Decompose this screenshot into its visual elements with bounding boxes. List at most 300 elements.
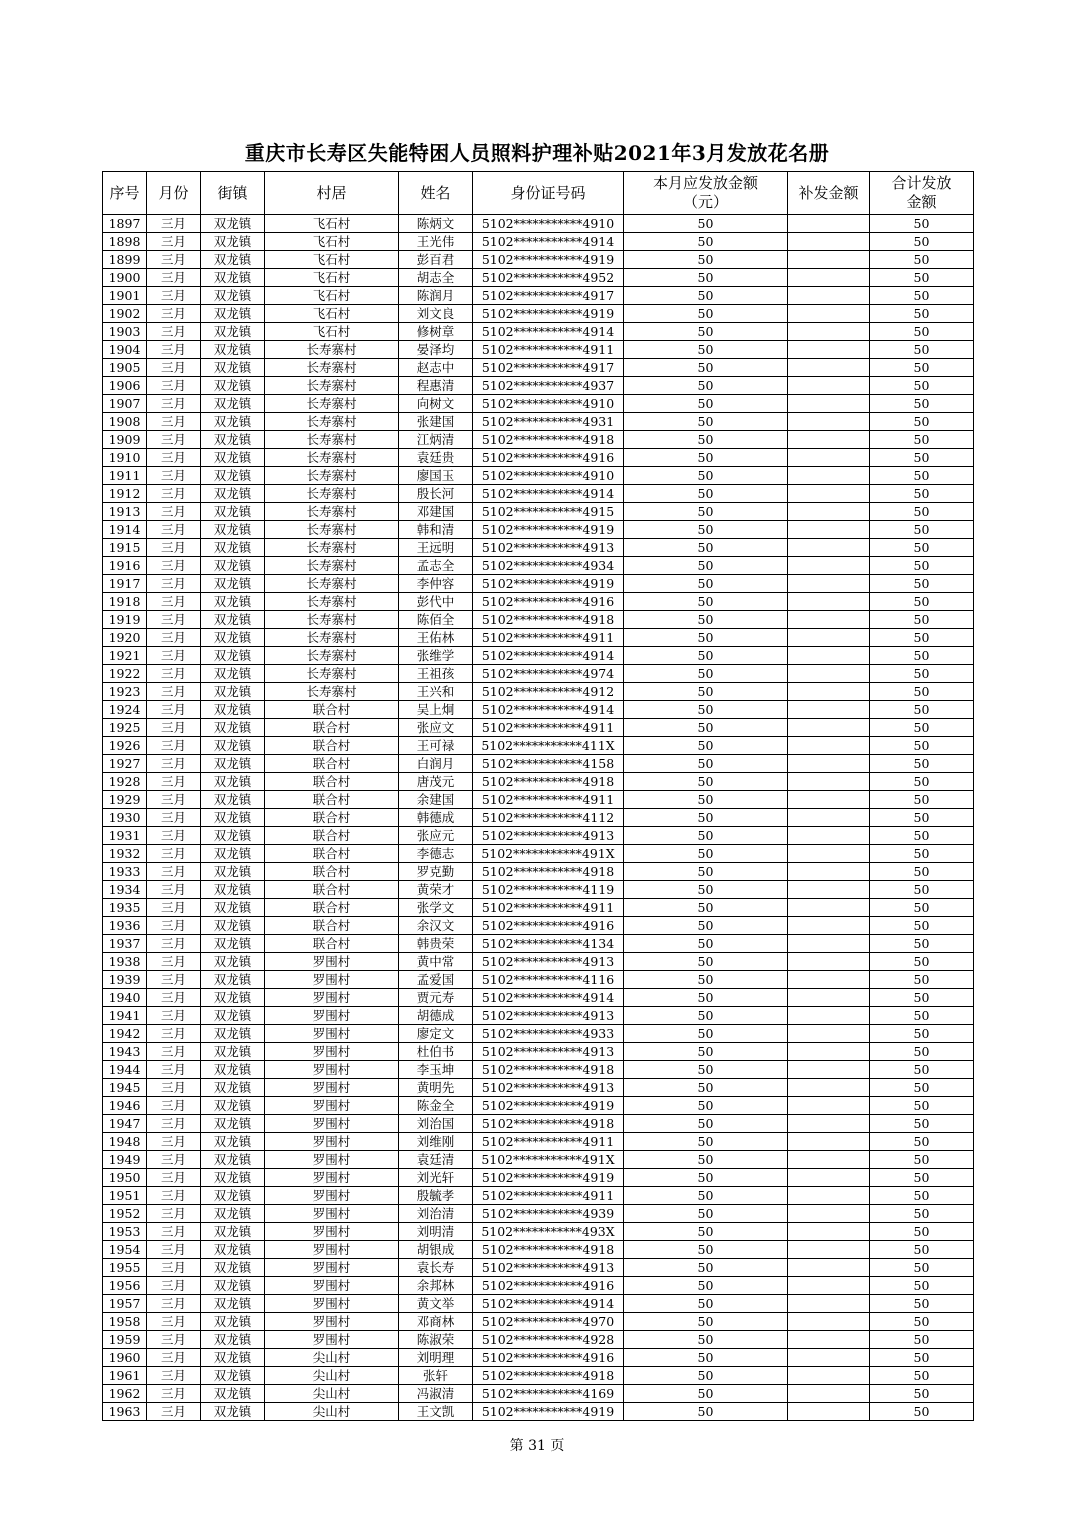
cell-village: 罗围村 (265, 1205, 399, 1223)
cell-serial: 1946 (103, 1097, 147, 1115)
cell-total-amount: 50 (870, 557, 974, 575)
cell-serial: 1945 (103, 1079, 147, 1097)
table-row (103, 539, 974, 557)
table-row (103, 395, 974, 413)
cell-supplement-amount (788, 233, 870, 251)
cell-monthly-amount: 50 (624, 539, 788, 557)
table-row (103, 1241, 974, 1259)
cell-total-amount: 50 (870, 233, 974, 251)
page-number: 第 31 页 (509, 1438, 565, 1454)
cell-village: 联合村 (265, 737, 399, 755)
cell-monthly-amount: 50 (624, 377, 788, 395)
cell-supplement-amount (788, 719, 870, 737)
cell-month: 三月 (147, 287, 201, 305)
cell-monthly-amount: 50 (624, 557, 788, 575)
cell-id-number: 5102***********4918 (473, 863, 624, 881)
cell-total-amount: 50 (870, 881, 974, 899)
cell-name: 陈润月 (399, 287, 473, 305)
cell-supplement-amount (788, 305, 870, 323)
cell-id-number: 5102***********4974 (473, 665, 624, 683)
cell-supplement-amount (788, 881, 870, 899)
cell-name: 罗克勤 (399, 863, 473, 881)
cell-town: 双龙镇 (201, 665, 265, 683)
cell-supplement-amount (788, 1313, 870, 1331)
cell-total-amount: 50 (870, 269, 974, 287)
cell-monthly-amount: 50 (624, 521, 788, 539)
cell-village: 长寿寨村 (265, 629, 399, 647)
table-row (103, 503, 974, 521)
cell-total-amount: 50 (870, 323, 974, 341)
cell-total-amount: 50 (870, 1349, 974, 1367)
cell-village: 长寿寨村 (265, 575, 399, 593)
cell-name: 韩和清 (399, 521, 473, 539)
table-row (103, 431, 974, 449)
cell-total-amount: 50 (870, 1025, 974, 1043)
cell-monthly-amount: 50 (624, 449, 788, 467)
cell-name: 廖定文 (399, 1025, 473, 1043)
cell-id-number: 5102***********4918 (473, 1367, 624, 1385)
cell-supplement-amount (788, 1025, 870, 1043)
cell-month: 三月 (147, 1133, 201, 1151)
cell-id-number: 5102***********4918 (473, 431, 624, 449)
cell-serial: 1931 (103, 827, 147, 845)
cell-town: 双龙镇 (201, 287, 265, 305)
cell-serial: 1950 (103, 1169, 147, 1187)
cell-month: 三月 (147, 269, 201, 287)
table-row (103, 611, 974, 629)
cell-town: 双龙镇 (201, 467, 265, 485)
cell-month: 三月 (147, 1097, 201, 1115)
cell-name: 邓商林 (399, 1313, 473, 1331)
cell-name: 袁廷贵 (399, 449, 473, 467)
cell-supplement-amount (788, 737, 870, 755)
cell-town: 双龙镇 (201, 251, 265, 269)
cell-total-amount: 50 (870, 665, 974, 683)
cell-total-amount: 50 (870, 935, 974, 953)
cell-total-amount: 50 (870, 1295, 974, 1313)
cell-id-number: 5102***********4919 (473, 575, 624, 593)
cell-month: 三月 (147, 881, 201, 899)
cell-town: 双龙镇 (201, 881, 265, 899)
cell-name: 张维学 (399, 647, 473, 665)
cell-month: 三月 (147, 485, 201, 503)
cell-total-amount: 50 (870, 1223, 974, 1241)
cell-monthly-amount: 50 (624, 1043, 788, 1061)
cell-month: 三月 (147, 449, 201, 467)
cell-monthly-amount: 50 (624, 341, 788, 359)
cell-town: 双龙镇 (201, 1079, 265, 1097)
cell-town: 双龙镇 (201, 485, 265, 503)
cell-town: 双龙镇 (201, 395, 265, 413)
cell-total-amount: 50 (870, 467, 974, 485)
cell-total-amount: 50 (870, 359, 974, 377)
cell-id-number: 5102***********4937 (473, 377, 624, 395)
table-row (103, 233, 974, 251)
cell-month: 三月 (147, 557, 201, 575)
cell-serial: 1936 (103, 917, 147, 935)
cell-village: 罗围村 (265, 1007, 399, 1025)
cell-monthly-amount: 50 (624, 701, 788, 719)
cell-town: 双龙镇 (201, 1133, 265, 1151)
cell-month: 三月 (147, 755, 201, 773)
cell-supplement-amount (788, 1169, 870, 1187)
cell-id-number: 5102***********4910 (473, 215, 624, 233)
table-row (103, 845, 974, 863)
roster-table (102, 171, 974, 1421)
table-row (103, 485, 974, 503)
cell-monthly-amount: 50 (624, 809, 788, 827)
cell-monthly-amount: 50 (624, 1223, 788, 1241)
cell-supplement-amount (788, 899, 870, 917)
cell-village: 联合村 (265, 773, 399, 791)
table-row (103, 467, 974, 485)
cell-name: 胡志全 (399, 269, 473, 287)
cell-supplement-amount (788, 611, 870, 629)
cell-village: 罗围村 (265, 1277, 399, 1295)
cell-id-number: 5102***********4916 (473, 449, 624, 467)
cell-name: 程惠清 (399, 377, 473, 395)
cell-town: 双龙镇 (201, 593, 265, 611)
cell-village: 罗围村 (265, 1061, 399, 1079)
cell-id-number: 5102***********4915 (473, 503, 624, 521)
cell-id-number: 5102***********4134 (473, 935, 624, 953)
cell-monthly-amount: 50 (624, 1151, 788, 1169)
table-row (103, 1043, 974, 1061)
cell-village: 长寿寨村 (265, 449, 399, 467)
table-row (103, 755, 974, 773)
cell-town: 双龙镇 (201, 215, 265, 233)
cell-name: 胡银成 (399, 1241, 473, 1259)
cell-monthly-amount: 50 (624, 989, 788, 1007)
table-row (103, 683, 974, 701)
table-row (103, 1187, 974, 1205)
table-row (103, 701, 974, 719)
cell-total-amount: 50 (870, 1061, 974, 1079)
cell-id-number: 5102***********4918 (473, 611, 624, 629)
cell-total-amount: 50 (870, 827, 974, 845)
cell-monthly-amount: 50 (624, 1133, 788, 1151)
cell-monthly-amount: 50 (624, 647, 788, 665)
cell-name: 黄中常 (399, 953, 473, 971)
cell-town: 双龙镇 (201, 539, 265, 557)
cell-village: 长寿寨村 (265, 467, 399, 485)
cell-town: 双龙镇 (201, 341, 265, 359)
cell-serial: 1899 (103, 251, 147, 269)
cell-id-number: 5102***********4914 (473, 485, 624, 503)
cell-month: 三月 (147, 1223, 201, 1241)
cell-total-amount: 50 (870, 1151, 974, 1169)
cell-supplement-amount (788, 1277, 870, 1295)
cell-monthly-amount: 50 (624, 305, 788, 323)
cell-monthly-amount: 50 (624, 1007, 788, 1025)
table-header-row (103, 172, 974, 215)
cell-town: 双龙镇 (201, 1025, 265, 1043)
cell-id-number: 5102***********4931 (473, 413, 624, 431)
cell-name: 余邦林 (399, 1277, 473, 1295)
cell-month: 三月 (147, 1259, 201, 1277)
table-row (103, 953, 974, 971)
cell-serial: 1922 (103, 665, 147, 683)
header-monthly-amount: 本月应发放金额（元） (624, 172, 788, 215)
cell-supplement-amount (788, 1259, 870, 1277)
cell-supplement-amount (788, 683, 870, 701)
cell-town: 双龙镇 (201, 719, 265, 737)
cell-month: 三月 (147, 1169, 201, 1187)
cell-total-amount: 50 (870, 1241, 974, 1259)
cell-month: 三月 (147, 305, 201, 323)
cell-supplement-amount (788, 395, 870, 413)
cell-town: 双龙镇 (201, 1403, 265, 1421)
cell-id-number: 5102***********4917 (473, 359, 624, 377)
cell-town: 双龙镇 (201, 1331, 265, 1349)
cell-total-amount: 50 (870, 1385, 974, 1403)
cell-serial: 1944 (103, 1061, 147, 1079)
cell-id-number: 5102***********4970 (473, 1313, 624, 1331)
cell-id-number: 5102***********4919 (473, 1169, 624, 1187)
table-row (103, 1277, 974, 1295)
cell-town: 双龙镇 (201, 1151, 265, 1169)
cell-town: 双龙镇 (201, 953, 265, 971)
cell-name: 李德志 (399, 845, 473, 863)
cell-town: 双龙镇 (201, 611, 265, 629)
cell-serial: 1933 (103, 863, 147, 881)
cell-total-amount: 50 (870, 971, 974, 989)
cell-supplement-amount (788, 1151, 870, 1169)
cell-month: 三月 (147, 251, 201, 269)
table-row (103, 377, 974, 395)
cell-monthly-amount: 50 (624, 629, 788, 647)
cell-village: 飞石村 (265, 287, 399, 305)
cell-monthly-amount: 50 (624, 1349, 788, 1367)
cell-monthly-amount: 50 (624, 737, 788, 755)
cell-serial: 1923 (103, 683, 147, 701)
cell-supplement-amount (788, 1331, 870, 1349)
cell-supplement-amount (788, 665, 870, 683)
cell-town: 双龙镇 (201, 737, 265, 755)
cell-supplement-amount (788, 1097, 870, 1115)
cell-name: 江炳清 (399, 431, 473, 449)
cell-town: 双龙镇 (201, 233, 265, 251)
cell-id-number: 5102***********4158 (473, 755, 624, 773)
cell-monthly-amount: 50 (624, 935, 788, 953)
table-row (103, 1097, 974, 1115)
cell-village: 长寿寨村 (265, 593, 399, 611)
cell-supplement-amount (788, 1295, 870, 1313)
cell-name: 黄明先 (399, 1079, 473, 1097)
cell-serial: 1904 (103, 341, 147, 359)
cell-supplement-amount (788, 773, 870, 791)
cell-serial: 1907 (103, 395, 147, 413)
table-row (103, 575, 974, 593)
cell-village: 罗围村 (265, 989, 399, 1007)
cell-total-amount: 50 (870, 377, 974, 395)
cell-village: 长寿寨村 (265, 611, 399, 629)
cell-month: 三月 (147, 935, 201, 953)
cell-supplement-amount (788, 1079, 870, 1097)
cell-village: 长寿寨村 (265, 539, 399, 557)
cell-village: 罗围村 (265, 1097, 399, 1115)
cell-monthly-amount: 50 (624, 485, 788, 503)
table-row (103, 1133, 974, 1151)
cell-supplement-amount (788, 1385, 870, 1403)
cell-supplement-amount (788, 539, 870, 557)
cell-month: 三月 (147, 521, 201, 539)
cell-name: 陈佰全 (399, 611, 473, 629)
cell-name: 韩贵荣 (399, 935, 473, 953)
cell-supplement-amount (788, 1133, 870, 1151)
cell-total-amount: 50 (870, 683, 974, 701)
cell-monthly-amount: 50 (624, 791, 788, 809)
cell-village: 罗围村 (265, 1313, 399, 1331)
cell-id-number: 5102***********4913 (473, 953, 624, 971)
cell-serial: 1920 (103, 629, 147, 647)
cell-town: 双龙镇 (201, 899, 265, 917)
cell-monthly-amount: 50 (624, 1331, 788, 1349)
table-row (103, 323, 974, 341)
cell-monthly-amount: 50 (624, 1169, 788, 1187)
cell-name: 刘明清 (399, 1223, 473, 1241)
cell-month: 三月 (147, 1061, 201, 1079)
cell-total-amount: 50 (870, 1097, 974, 1115)
cell-monthly-amount: 50 (624, 1025, 788, 1043)
cell-town: 双龙镇 (201, 323, 265, 341)
cell-id-number: 5102***********4911 (473, 1133, 624, 1151)
cell-supplement-amount (788, 863, 870, 881)
cell-monthly-amount: 50 (624, 575, 788, 593)
cell-supplement-amount (788, 827, 870, 845)
cell-supplement-amount (788, 287, 870, 305)
cell-id-number: 5102***********4914 (473, 233, 624, 251)
table-row (103, 1367, 974, 1385)
cell-id-number: 5102***********4911 (473, 629, 624, 647)
cell-village: 飞石村 (265, 215, 399, 233)
cell-monthly-amount: 50 (624, 395, 788, 413)
cell-monthly-amount: 50 (624, 719, 788, 737)
table-row (103, 413, 974, 431)
cell-id-number: 5102***********4913 (473, 1079, 624, 1097)
cell-name: 贾元寿 (399, 989, 473, 1007)
cell-id-number: 5102***********4919 (473, 1403, 624, 1421)
cell-serial: 1938 (103, 953, 147, 971)
cell-village: 长寿寨村 (265, 341, 399, 359)
cell-monthly-amount: 50 (624, 413, 788, 431)
table-row (103, 1313, 974, 1331)
cell-serial: 1949 (103, 1151, 147, 1169)
cell-monthly-amount: 50 (624, 881, 788, 899)
cell-village: 长寿寨村 (265, 647, 399, 665)
cell-village: 长寿寨村 (265, 413, 399, 431)
table-row (103, 269, 974, 287)
cell-id-number: 5102***********4119 (473, 881, 624, 899)
cell-total-amount: 50 (870, 1313, 974, 1331)
cell-month: 三月 (147, 1025, 201, 1043)
cell-serial: 1960 (103, 1349, 147, 1367)
cell-name: 刘光轩 (399, 1169, 473, 1187)
cell-village: 罗围村 (265, 1079, 399, 1097)
table-row (103, 1169, 974, 1187)
cell-village: 长寿寨村 (265, 503, 399, 521)
cell-supplement-amount (788, 1043, 870, 1061)
cell-supplement-amount (788, 215, 870, 233)
cell-name: 冯淑清 (399, 1385, 473, 1403)
header-village: 村居 (265, 172, 399, 215)
table-row (103, 1403, 974, 1421)
cell-town: 双龙镇 (201, 521, 265, 539)
cell-name: 王文凯 (399, 1403, 473, 1421)
cell-village: 长寿寨村 (265, 377, 399, 395)
cell-total-amount: 50 (870, 305, 974, 323)
cell-id-number: 5102***********493X (473, 1223, 624, 1241)
table-row (103, 971, 974, 989)
cell-monthly-amount: 50 (624, 683, 788, 701)
cell-supplement-amount (788, 377, 870, 395)
cell-serial: 1912 (103, 485, 147, 503)
cell-id-number: 5102***********4910 (473, 395, 624, 413)
cell-id-number: 5102***********4912 (473, 683, 624, 701)
cell-name: 余建国 (399, 791, 473, 809)
cell-village: 飞石村 (265, 233, 399, 251)
cell-monthly-amount: 50 (624, 1313, 788, 1331)
cell-name: 杜伯书 (399, 1043, 473, 1061)
cell-village: 罗围村 (265, 1223, 399, 1241)
cell-name: 王光伟 (399, 233, 473, 251)
table-row (103, 1061, 974, 1079)
cell-name: 刘文良 (399, 305, 473, 323)
cell-total-amount: 50 (870, 341, 974, 359)
cell-total-amount: 50 (870, 539, 974, 557)
cell-month: 三月 (147, 575, 201, 593)
cell-serial: 1961 (103, 1367, 147, 1385)
cell-village: 长寿寨村 (265, 395, 399, 413)
cell-village: 联合村 (265, 917, 399, 935)
cell-total-amount: 50 (870, 917, 974, 935)
cell-town: 双龙镇 (201, 809, 265, 827)
cell-serial: 1948 (103, 1133, 147, 1151)
cell-month: 三月 (147, 395, 201, 413)
cell-village: 尖山村 (265, 1367, 399, 1385)
cell-month: 三月 (147, 1295, 201, 1313)
table-row (103, 791, 974, 809)
cell-supplement-amount (788, 575, 870, 593)
cell-id-number: 5102***********4916 (473, 1277, 624, 1295)
cell-total-amount: 50 (870, 215, 974, 233)
table-row (103, 809, 974, 827)
cell-serial: 1927 (103, 755, 147, 773)
cell-month: 三月 (147, 791, 201, 809)
cell-month: 三月 (147, 1115, 201, 1133)
cell-serial: 1921 (103, 647, 147, 665)
cell-supplement-amount (788, 1205, 870, 1223)
cell-village: 罗围村 (265, 1331, 399, 1349)
cell-town: 双龙镇 (201, 1241, 265, 1259)
cell-town: 双龙镇 (201, 1367, 265, 1385)
cell-town: 双龙镇 (201, 1061, 265, 1079)
cell-name: 邓建国 (399, 503, 473, 521)
cell-village: 联合村 (265, 719, 399, 737)
cell-id-number: 5102***********4934 (473, 557, 624, 575)
cell-total-amount: 50 (870, 773, 974, 791)
cell-village: 罗围村 (265, 1025, 399, 1043)
cell-month: 三月 (147, 863, 201, 881)
cell-id-number: 5102***********491X (473, 845, 624, 863)
cell-village: 罗围村 (265, 1295, 399, 1313)
cell-name: 王兴和 (399, 683, 473, 701)
cell-monthly-amount: 50 (624, 611, 788, 629)
table-row (103, 863, 974, 881)
cell-name: 袁廷清 (399, 1151, 473, 1169)
cell-id-number: 5102***********4916 (473, 1349, 624, 1367)
cell-town: 双龙镇 (201, 1115, 265, 1133)
